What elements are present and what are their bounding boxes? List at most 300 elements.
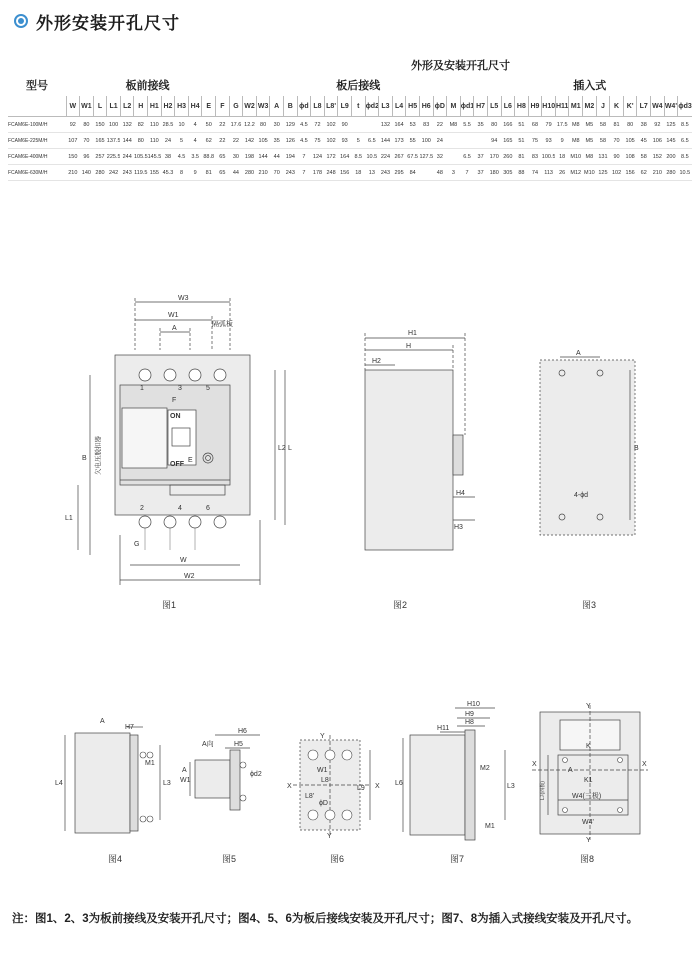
value-cell: 12.2	[243, 117, 257, 133]
figure-4-caption: 图4	[108, 854, 123, 864]
value-cell: M10	[569, 149, 583, 165]
value-cell: 260	[501, 149, 515, 165]
value-cell: 170	[487, 149, 501, 165]
value-cell: 224	[379, 149, 393, 165]
figure-7-plugin-side	[395, 700, 520, 845]
value-cell: 144	[120, 133, 134, 149]
value-cell	[460, 133, 474, 149]
value-cell: 105	[256, 133, 270, 149]
value-cell: 164	[338, 149, 352, 165]
column-header: L2	[120, 96, 134, 117]
value-cell: 80	[134, 133, 148, 149]
value-cell: 67.5	[406, 149, 420, 165]
value-cell: 4.5	[297, 117, 311, 133]
fig1-label-a: A	[172, 325, 177, 332]
column-header: W4	[651, 96, 665, 117]
value-cell: 165	[93, 133, 107, 149]
value-cell: 132	[120, 117, 134, 133]
value-cell: M12	[569, 165, 583, 181]
fig1-label-l2: L2	[278, 445, 286, 452]
fig8-label-w4p: W4'	[582, 819, 594, 826]
column-header: W1	[80, 96, 94, 117]
value-cell: 243	[120, 165, 134, 181]
value-cell: 72	[311, 117, 325, 133]
fig5-label-d2: ϕd2	[250, 771, 262, 778]
value-cell: 105	[623, 133, 637, 149]
fig4-label-a: A	[100, 718, 105, 725]
value-cell: 8.5	[678, 149, 692, 165]
value-cell: 83	[528, 149, 542, 165]
fig2-label-h1: H1	[408, 330, 417, 337]
value-cell: 10	[175, 117, 189, 133]
fig6-label-l9: L9	[357, 785, 365, 792]
value-cell: 173	[392, 133, 406, 149]
value-cell: 244	[120, 149, 134, 165]
column-header: L8'	[324, 96, 338, 117]
column-header: L3	[379, 96, 393, 117]
header-spacer	[8, 56, 229, 74]
value-cell: 24	[433, 133, 447, 149]
value-cell: 152	[651, 149, 665, 165]
value-cell: 24	[161, 133, 175, 149]
column-header: H4	[188, 96, 202, 117]
fig8-label-y: Y	[586, 703, 591, 710]
value-cell: 50	[202, 117, 216, 133]
fig1-label-l1: L1	[65, 515, 73, 522]
value-cell: 9	[188, 165, 202, 181]
column-header: ϕd2	[365, 96, 379, 117]
value-cell: 79	[542, 117, 556, 133]
value-cell: 37	[474, 149, 488, 165]
value-cell: 210	[256, 165, 270, 181]
column-header: ϕd	[297, 96, 311, 117]
column-header: L5	[487, 96, 501, 117]
model-label: 型号	[26, 80, 48, 92]
column-header: H8	[515, 96, 529, 117]
value-cell: 10.5	[365, 149, 379, 165]
fig5-label-adir: A向	[202, 741, 214, 748]
value-cell: 28.5	[161, 117, 175, 133]
fig1-label-b: B	[82, 455, 87, 462]
page-header	[14, 8, 180, 34]
figure-8-plugin-cutout	[530, 700, 650, 845]
fig7-label-h10: H10	[467, 701, 480, 708]
value-cell: 51	[515, 117, 529, 133]
fig8-label-y2: Y	[586, 837, 591, 844]
fig7-label-l6: L6	[395, 780, 403, 787]
value-cell: 13	[365, 165, 379, 181]
value-cell: 156	[338, 165, 352, 181]
fig1-label-e: E	[188, 457, 193, 464]
value-cell: 83	[419, 117, 433, 133]
column-header: L4	[392, 96, 406, 117]
value-cell: 165	[501, 133, 515, 149]
value-cell: 74	[528, 165, 542, 181]
value-cell: 38	[161, 149, 175, 165]
value-cell: 145	[664, 133, 678, 149]
value-cell: 150	[66, 149, 80, 165]
column-header: M2	[583, 96, 597, 117]
value-cell: 18	[351, 165, 365, 181]
value-cell: M8	[569, 133, 583, 149]
fig1-label-on: ON	[170, 413, 181, 420]
group-front: 板前接线	[125, 80, 170, 92]
column-header: L6	[501, 96, 515, 117]
fig3-label-holes: 4-ϕd	[574, 492, 589, 499]
value-cell: 172	[324, 149, 338, 165]
value-cell: 267	[392, 149, 406, 165]
fig4-label-h7: H7	[125, 724, 134, 731]
value-cell: 178	[311, 165, 325, 181]
value-cell: 8.5	[678, 117, 692, 133]
value-cell: 4.5	[175, 149, 189, 165]
value-cell	[419, 165, 433, 181]
fig7-label-h11: H11	[437, 725, 450, 732]
value-cell: 65	[216, 165, 230, 181]
value-cell: 210	[66, 165, 80, 181]
value-cell: 92	[66, 117, 80, 133]
value-cell: 248	[324, 165, 338, 181]
column-header-spacer	[8, 96, 66, 117]
column-header: H2	[161, 96, 175, 117]
fig6-label-x: X	[287, 783, 292, 790]
value-cell: 38	[637, 117, 651, 133]
fig1-label-f: F	[172, 397, 177, 404]
column-header: F	[216, 96, 230, 117]
column-header: H10	[542, 96, 556, 117]
column-header: E	[202, 96, 216, 117]
column-header: ϕD	[433, 96, 447, 117]
column-header: L1	[107, 96, 121, 117]
value-cell: 80	[623, 117, 637, 133]
value-cell: 93	[542, 133, 556, 149]
fig5-label-w1: W1	[180, 777, 191, 784]
fig4-label-m1: M1	[145, 760, 155, 767]
value-cell: 90	[610, 149, 624, 165]
value-cell: 53	[406, 117, 420, 133]
value-cell: 37	[474, 165, 488, 181]
column-header: H11	[555, 96, 569, 117]
value-cell	[474, 133, 488, 149]
value-cell: 102	[610, 165, 624, 181]
value-cell: 44	[229, 165, 243, 181]
value-cell: 164	[392, 117, 406, 133]
value-cell: 55	[406, 133, 420, 149]
fig4-label-l3: L3	[163, 780, 171, 787]
value-cell: 129	[284, 117, 298, 133]
value-cell	[447, 149, 461, 165]
value-cell: 45	[637, 133, 651, 149]
value-cell: 70	[80, 133, 94, 149]
value-cell: 35	[270, 133, 284, 149]
value-cell: 280	[93, 165, 107, 181]
fig7-label-m2: M2	[480, 765, 490, 772]
fig1-label-t4: 4	[178, 505, 182, 512]
value-cell: 257	[93, 149, 107, 165]
value-cell: 102	[324, 117, 338, 133]
fig1-label-w3: W3	[178, 295, 189, 302]
value-cell: 7	[460, 165, 474, 181]
value-cell: 242	[107, 165, 121, 181]
value-cell: 6.5	[678, 133, 692, 149]
value-cell: 94	[487, 133, 501, 149]
figure-4-rear-wiring-side	[55, 715, 180, 850]
value-cell: 4	[188, 117, 202, 133]
value-cell: 30	[229, 149, 243, 165]
value-cell: 8	[175, 165, 189, 181]
value-cell: 5	[351, 133, 365, 149]
value-cell: 295	[392, 165, 406, 181]
value-cell: 96	[80, 149, 94, 165]
column-header: W4'	[664, 96, 678, 117]
figure-5-rear-terminal-detail	[180, 720, 270, 830]
value-cell: 65	[216, 149, 230, 165]
value-cell: 110	[148, 117, 162, 133]
column-header: G	[229, 96, 243, 117]
value-cell: 3.5	[188, 149, 202, 165]
value-cell: 243	[284, 165, 298, 181]
value-cell: 105.5	[134, 149, 148, 165]
value-cell: 100	[107, 117, 121, 133]
value-cell: 243	[379, 165, 393, 181]
value-cell: 194	[284, 149, 298, 165]
fig2-label-h4: H4	[456, 490, 465, 497]
column-header: L7	[637, 96, 651, 117]
fig8-label-x2: X	[642, 761, 647, 768]
column-header: H5	[406, 96, 420, 117]
value-cell: 70	[610, 133, 624, 149]
value-cell: M8	[583, 149, 597, 165]
value-cell: 7	[297, 165, 311, 181]
value-cell: 62	[202, 133, 216, 149]
value-cell: 150	[93, 117, 107, 133]
value-cell: 80	[80, 117, 94, 133]
value-cell: 58	[637, 149, 651, 165]
column-header: L8	[311, 96, 325, 117]
fig1-label-t5: 5	[206, 385, 210, 392]
value-cell: 108	[623, 149, 637, 165]
figure-2-side-view	[350, 325, 480, 555]
value-cell: 81	[610, 117, 624, 133]
column-header: K	[610, 96, 624, 117]
value-cell: 35	[474, 117, 488, 133]
value-cell: 88	[515, 165, 529, 181]
fig2-label-h: H	[406, 343, 412, 350]
fig6-label-y2: Y	[327, 833, 332, 840]
fig1-label-off: OFF	[170, 461, 184, 468]
column-header: L9	[338, 96, 352, 117]
value-cell: 18	[555, 149, 569, 165]
figure-6-rear-cutout	[285, 730, 385, 840]
table-row	[8, 149, 692, 165]
fig7-label-l3: L3	[507, 783, 515, 790]
value-cell: 5.5	[460, 117, 474, 133]
value-cell: 26	[555, 165, 569, 181]
value-cell: M5	[583, 133, 597, 149]
figure-3-mounting-holes	[530, 345, 650, 545]
column-header: A	[270, 96, 284, 117]
value-cell: 137.5	[107, 133, 121, 149]
value-cell: 84	[406, 165, 420, 181]
dimension-table	[8, 56, 692, 181]
value-cell: 44	[270, 149, 284, 165]
fig6-label-x2: X	[375, 783, 380, 790]
value-cell: 106	[651, 133, 665, 149]
figure-1-front-view	[60, 290, 300, 590]
value-cell: 280	[664, 165, 678, 181]
value-cell	[365, 117, 379, 133]
fig8-label-x: X	[532, 761, 537, 768]
fig6-label-l8: L8	[321, 777, 329, 784]
value-cell: 110	[148, 133, 162, 149]
value-cell	[447, 133, 461, 149]
fig8-label-l7: L7(四极)	[540, 781, 546, 800]
column-header: ϕd3	[678, 96, 692, 117]
column-header: K'	[623, 96, 637, 117]
fig4-label-l4: L4	[55, 780, 63, 787]
value-cell: 113	[542, 165, 556, 181]
value-cell: 75	[311, 133, 325, 149]
fig1-label-w2: W2	[184, 573, 195, 580]
value-cell: 156	[623, 165, 637, 181]
figure-5-caption: 图5	[222, 854, 237, 864]
page-title: 外形安装开孔尺寸	[36, 13, 180, 33]
figure-7-caption: 图7	[450, 854, 465, 864]
fig8-label-k: K	[586, 743, 591, 750]
value-cell: 305	[501, 165, 515, 181]
group-plugin: 插入式	[573, 80, 607, 92]
bullet-circle-icon	[14, 14, 28, 28]
value-cell: 125	[596, 165, 610, 181]
column-header: H	[134, 96, 148, 117]
value-cell: 17.5	[555, 117, 569, 133]
value-cell: 81	[515, 149, 529, 165]
value-cell: 30	[270, 117, 284, 133]
value-cell: 102	[324, 133, 338, 149]
fig1-label-t2: 2	[140, 505, 144, 512]
value-cell: 45.3	[161, 165, 175, 181]
fig1-label-vertical: 欠电压脱扣器	[95, 436, 102, 475]
column-header: t	[351, 96, 365, 117]
value-cell: 8.5	[351, 149, 365, 165]
value-cell: 124	[311, 149, 325, 165]
table-row	[8, 165, 692, 181]
value-cell: 144	[256, 149, 270, 165]
fig1-label-g: G	[134, 541, 140, 548]
fig6-label-dd: ϕD	[319, 800, 328, 807]
fig2-label-h2: H2	[372, 358, 381, 365]
column-header: J	[596, 96, 610, 117]
column-header: ϕd1	[460, 96, 474, 117]
fig6-label-w1: W1	[317, 767, 328, 774]
value-cell: 142	[243, 133, 257, 149]
figure-1-caption: 图1	[162, 600, 177, 610]
value-cell: 22	[229, 133, 243, 149]
value-cell: 132	[379, 117, 393, 133]
value-cell: 4.5	[297, 133, 311, 149]
model-cell: FCAM6E-400M/H	[8, 149, 66, 165]
value-cell: 119.5	[134, 165, 148, 181]
value-cell: 9	[555, 133, 569, 149]
value-cell: 200	[664, 149, 678, 165]
value-cell: 155	[148, 165, 162, 181]
value-cell: 3	[447, 165, 461, 181]
value-cell: 75	[528, 133, 542, 149]
value-cell: 126	[284, 133, 298, 149]
value-cell: 62	[637, 165, 651, 181]
value-cell	[351, 117, 365, 133]
column-header: W2	[243, 96, 257, 117]
value-cell: 6.5	[365, 133, 379, 149]
value-cell: 6.5	[460, 149, 474, 165]
column-header: H6	[419, 96, 433, 117]
value-cell: 5	[175, 133, 189, 149]
value-cell: 32	[433, 149, 447, 165]
fig1-label-w: W	[180, 557, 187, 564]
value-cell: 131	[596, 149, 610, 165]
figure-2-caption: 图2	[393, 600, 408, 610]
value-cell: 127.5	[419, 149, 433, 165]
fig1-label-l: L	[288, 445, 292, 452]
group-back: 板后接线	[336, 80, 381, 92]
fig5-label-h6: H6	[238, 728, 247, 735]
fig8-label-w4: W4(三极)	[572, 793, 602, 800]
value-cell: 92	[651, 117, 665, 133]
value-cell: 145.5	[148, 149, 162, 165]
value-cell: 166	[501, 117, 515, 133]
fig1-label-w1: W1	[168, 312, 179, 319]
figure-3-caption: 图3	[582, 600, 597, 610]
column-header: H1	[148, 96, 162, 117]
value-cell: 180	[487, 165, 501, 181]
value-cell: 7	[297, 149, 311, 165]
fig8-label-k1: K1	[584, 777, 593, 784]
value-cell: 17.6	[229, 117, 243, 133]
value-cell: 80	[256, 117, 270, 133]
value-cell: 107	[66, 133, 80, 149]
value-cell: 58	[596, 117, 610, 133]
value-cell: 82	[134, 117, 148, 133]
column-header: W	[66, 96, 80, 117]
fig6-label-y: Y	[320, 733, 325, 740]
value-cell: 198	[243, 149, 257, 165]
fig1-label-t6: 6	[206, 505, 210, 512]
value-cell: M10	[583, 165, 597, 181]
column-header: H3	[175, 96, 189, 117]
fig6-label-l8p: L8'	[305, 793, 315, 800]
value-cell: 210	[651, 165, 665, 181]
value-cell: 58	[596, 133, 610, 149]
value-cell: 4	[188, 133, 202, 149]
value-cell: 140	[80, 165, 94, 181]
column-header: H7	[474, 96, 488, 117]
value-cell: 125	[664, 117, 678, 133]
value-cell: 80	[487, 117, 501, 133]
model-cell: FCAM6E-100M/H	[8, 117, 66, 133]
value-cell: 70	[270, 165, 284, 181]
footnote: 注：图1、2、3为板前接线及安装开孔尺寸；图4、5、6为板后接线安装及开孔尺寸；图7、8为插入式接线安装及开孔尺寸。	[12, 913, 639, 925]
model-cell: FCAM6E-630M/H	[8, 165, 66, 181]
fig7-label-h9: H9	[465, 711, 474, 718]
fig1-label-arc: 隔弧板	[212, 321, 233, 328]
value-cell: 68	[528, 117, 542, 133]
fig7-label-m1: M1	[485, 823, 495, 830]
value-cell: M5	[583, 117, 597, 133]
value-cell: 22	[433, 117, 447, 133]
fig1-label-t1: 1	[140, 385, 144, 392]
value-cell: 93	[338, 133, 352, 149]
column-header: B	[284, 96, 298, 117]
